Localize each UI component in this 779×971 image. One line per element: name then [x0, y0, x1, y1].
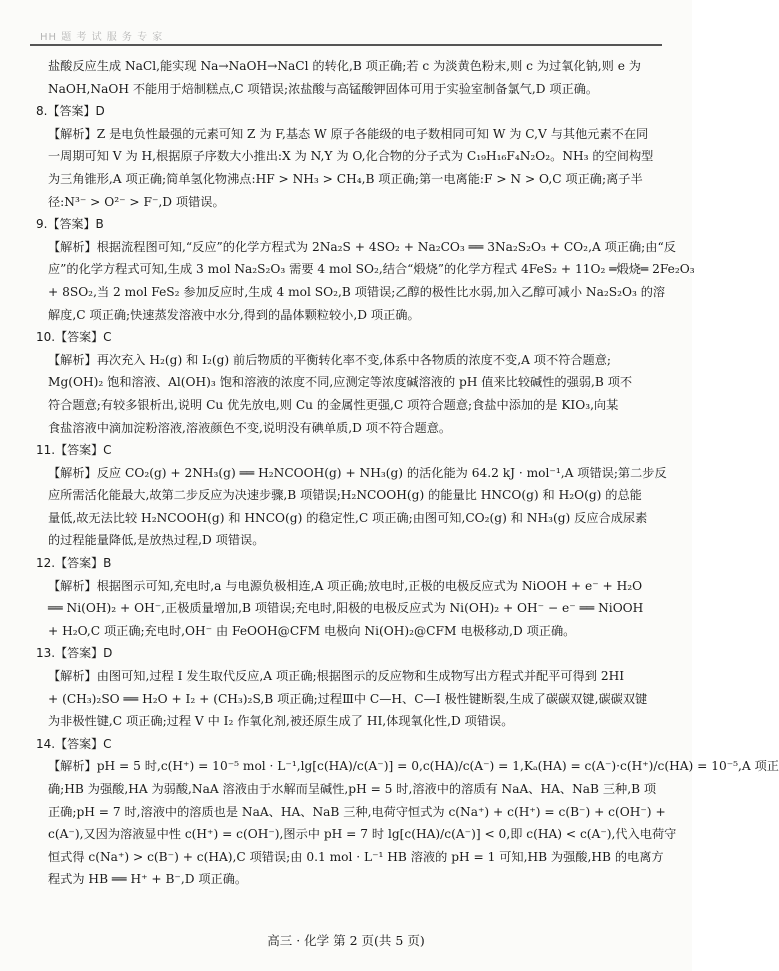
- explanation-line: 程式为 HB ══ H⁺ + B⁻,D 项正确。: [48, 872, 248, 887]
- explanation-line: 【解析】根据图示可知,充电时,a 与电源负极相连,A 项正确;放电时,正极的电极反应式为 NiOOH + e⁻ + H₂O: [48, 578, 643, 593]
- explanation-line: 【解析】pH = 5 时,c(H⁺) = 10⁻⁵ mol · L⁻¹,lg[c(HA)/c(A⁻)] = 0,c(HA)/c(A⁻) = 1,Kₐ(HA) = c(A⁻)·c(H⁺)/c(HA) = 10⁻⁵,A 项正: [48, 759, 779, 774]
- explanation-line: 食盐溶液中滴加淀粉溶液,溶液颜色不变,说明没有碘单质,D 项不符合题意。: [48, 420, 452, 435]
- page-footer: 高三 · 化学 第 2 页(共 5 页): [267, 933, 425, 948]
- explanation-line: 【解析】再次充入 H₂(g) 和 I₂(g) 前后物质的平衡转化率不变,体系中各物质的浓度不变,A 项不符合题意;: [48, 352, 611, 367]
- answer-heading: 9.【答案】B: [36, 217, 104, 232]
- explanation-line: c(A⁻),又因为溶液显中性 c(H⁺) = c(OH⁻),图示中 pH = 7 时 lg[c(HA)/c(A⁻)] < 0,即 c(HA) < c(A⁻),代入电荷守: [48, 827, 677, 842]
- explanation-line: NaOH,NaOH 不能用于焙制糕点,C 项错误;浓盐酸与高锰酸钾固体可用于实验室制备氯气,D 项正确。: [48, 81, 599, 96]
- explanation-line: ══ Ni(OH)₂ + OH⁻,正极质量增加,B 项错误;充电时,阳极的电极反应式为 Ni(OH)₂ + OH⁻ − e⁻ ══ NiOOH: [48, 601, 644, 616]
- explanation-line: + (CH₃)₂SO ══ H₂O + I₂ + (CH₃)₂S,B 项正确;过程Ⅲ中 C—H、C—I 极性键断裂,生成了碳碳双键,碳碳双键: [48, 691, 648, 706]
- explanation-line: 盐酸反应生成 NaCl,能实现 Na→NaOH→NaCl 的转化,B 项正确;若 c 为淡黄色粉末,则 c 为过氧化钠,则 e 为: [48, 59, 641, 73]
- explanation-line: 符合题意;有较多银析出,说明 Cu 优先放电,则 Cu 的金属性更强,C 项符合题意;食盐中添加的是 KIO₃,向某: [48, 397, 619, 412]
- explanation-line: 确;HB 为强酸,HA 为弱酸,NaA 溶液由于水解而呈碱性,pH = 5 时,溶液中的溶质有 NaA、HA、NaB 三种,B 项: [48, 782, 657, 796]
- answer-heading: 12.【答案】B: [36, 556, 112, 571]
- answer-heading: 14.【答案】C: [36, 736, 112, 751]
- explanation-line: + H₂O,C 项正确;充电时,OH⁻ 由 FeOOH@CFM 电极向 Ni(OH)₂@CFM 电极移动,D 项正确。: [48, 623, 576, 638]
- explanation-line: 【解析】由图可知,过程 I 发生取代反应,A 项正确;根据图示的反应物和生成物写出方程式并配平可得到 2HI: [48, 669, 625, 684]
- answer-heading: 8.【答案】D: [36, 104, 105, 119]
- answer-heading: 10.【答案】C: [36, 330, 112, 345]
- explanation-line: 恒式得 c(Na⁺) > c(B⁻) + c(HA),C 项错误;由 0.1 mol · L⁻¹ HB 溶液的 pH = 1 可知,HB 为强酸,HB 的电离方: [48, 849, 664, 864]
- header-watermark: HH 题 考 试 服 务 专 家: [40, 32, 164, 43]
- header-rule: [30, 44, 662, 46]
- explanation-line: 正确;pH = 7 时,溶液中的溶质也是 NaA、HA、NaB 三种,电荷守恒式为 c(Na⁺) + c(H⁺) = c(B⁻) + c(OH⁻) +: [48, 804, 666, 819]
- answer-heading: 13.【答案】D: [36, 646, 113, 661]
- explanation-line: 为非极性键,C 项正确;过程 V 中 I₂ 作氧化剂,被还原生成了 HI,体现氧化性,D 项错误。: [48, 714, 514, 729]
- explanation-line: Mg(OH)₂ 饱和溶液、Al(OH)₃ 饱和溶液的浓度不同,应测定等浓度碱溶液的 pH 值来比较碱性的强弱,B 项不: [48, 375, 633, 390]
- answer-heading: 11.【答案】C: [36, 443, 112, 458]
- explanation-line: 径:N³⁻ > O²⁻ > F⁻,D 项错误。: [48, 194, 225, 209]
- explanation-line: 的过程能量降低,是放热过程,D 项错误。: [48, 533, 265, 548]
- explanation-line: 量低,故无法比较 H₂NCOOH(g) 和 HNCO(g) 的稳定性,C 项正确;由图可知,CO₂(g) 和 NH₃(g) 反应合成尿素: [48, 510, 648, 525]
- explanation-line: 解度,C 项正确;快速蒸发溶液中水分,得到的晶体颗粒较小,D 项正确。: [48, 307, 420, 322]
- explanation-line: 【解析】根据流程图可知,“反应”的化学方程式为 2Na₂S + 4SO₂ + Na₂CO₃ ══ 3Na₂S₂O₃ + CO₂,A 项正确;由“反: [48, 239, 676, 254]
- explanation-line: 一周期可知 V 为 H,根据原子序数大小推出:X 为 N,Y 为 O,化合物的分子式为 C₁₉H₁₆F₄N₂O₂。NH₃ 的空间构型: [48, 149, 654, 164]
- answer-explanations: [36, 55, 779, 891]
- explanation-line: 应所需活化能最大,故第二步反应为决速步骤,B 项错误;H₂NCOOH(g) 的能量比 HNCO(g) 和 H₂O(g) 的总能: [48, 488, 642, 503]
- explanation-line: 为三角锥形,A 项正确;简单氢化物沸点:HF > NH₃ > CH₄,B 项正确;第一电离能:F > N > O,C 项正确;离子半: [48, 171, 643, 186]
- explanation-line: + 8SO₂,当 2 mol FeS₂ 参加反应时,生成 4 mol SO₂,B 项错误;乙醇的极性比水弱,加入乙醇可减小 Na₂S₂O₃ 的溶: [48, 284, 666, 299]
- explanation-line: 应”的化学方程式可知,生成 3 mol Na₂S₂O₃ 需要 4 mol SO₂,结合“煅烧”的化学方程式 4FeS₂ + 11O₂ ═煅烧═ 2Fe₂O₃: [48, 262, 695, 277]
- explanation-line: 【解析】Z 是电负性最强的元素可知 Z 为 F,基态 W 原子各能级的电子数相同可知 W 为 C,V 与其他元素不在同: [48, 126, 649, 141]
- explanation-line: 【解析】反应 CO₂(g) + 2NH₃(g) ══ H₂NCOOH(g) + NH₃(g) 的活化能为 64.2 kJ · mol⁻¹,A 项错误;第二步反: [48, 465, 667, 480]
